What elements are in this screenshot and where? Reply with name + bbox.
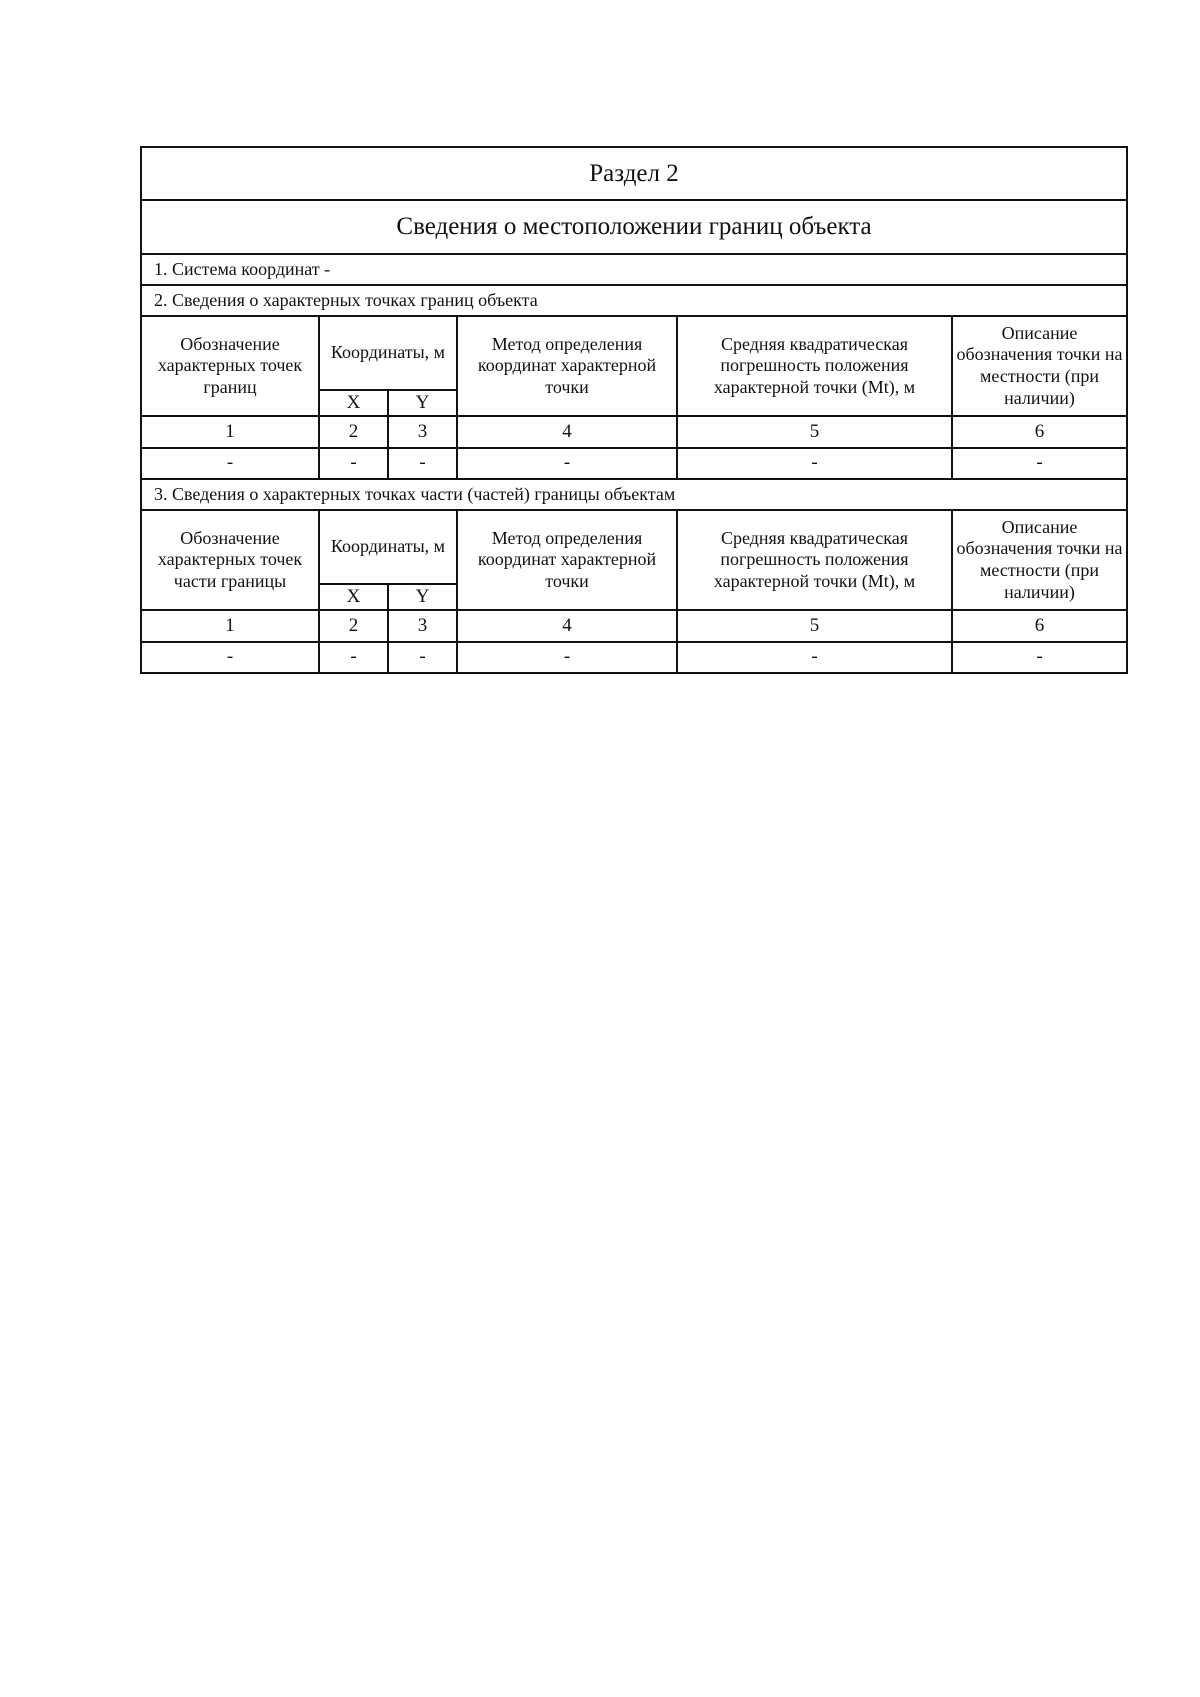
part3-column-numbers <box>141 610 1127 642</box>
column-number: 4 <box>457 416 677 448</box>
column-number: 2 <box>319 416 388 448</box>
part3-col-method: Метод определения координат характерной точки <box>457 510 677 610</box>
part2-col-designation: Обозначение характерных точек границ <box>141 316 319 416</box>
part2-col-description: Описание обозначения точки на местности (при наличии) <box>952 316 1127 416</box>
table-row <box>141 448 1127 479</box>
column-number: 2 <box>319 610 388 642</box>
part2-col-y: Y <box>388 390 457 416</box>
column-number: 5 <box>677 610 952 642</box>
table-cell: - <box>319 448 388 479</box>
column-number: 6 <box>952 610 1127 642</box>
part2-heading: 2. Сведения о характерных точках границ объекта <box>141 285 1127 316</box>
coordinate-system-line: 1. Система координат - <box>141 254 1127 285</box>
table-cell: - <box>141 642 319 673</box>
column-number: 4 <box>457 610 677 642</box>
table-cell: - <box>952 642 1127 673</box>
table-row <box>141 642 1127 673</box>
part3-col-error: Средняя квадратическая погрешность положения характерной точки (Mt), м <box>677 510 952 610</box>
table-cell: - <box>677 642 952 673</box>
part2-column-numbers <box>141 416 1127 448</box>
table-cell: - <box>457 448 677 479</box>
section-heading: Раздел 2 <box>141 147 1127 200</box>
boundary-info-table <box>140 146 1128 674</box>
column-number: 5 <box>677 416 952 448</box>
table-cell: - <box>677 448 952 479</box>
table-cell: - <box>141 448 319 479</box>
part3-col-description: Описание обозначения точки на местности (при наличии) <box>952 510 1127 610</box>
part3-col-y: Y <box>388 584 457 610</box>
column-number: 3 <box>388 610 457 642</box>
part2-col-error: Средняя квадратическая погрешность положения характерной точки (Mt), м <box>677 316 952 416</box>
part2-col-x: X <box>319 390 388 416</box>
part3-col-x: X <box>319 584 388 610</box>
column-number: 1 <box>141 610 319 642</box>
table-cell: - <box>388 642 457 673</box>
part2-col-coordinates: Координаты, м <box>319 316 457 390</box>
table-cell: - <box>457 642 677 673</box>
section-title: Сведения о местоположении границ объекта <box>141 200 1127 254</box>
table-cell: - <box>388 448 457 479</box>
column-number: 3 <box>388 416 457 448</box>
column-number: 6 <box>952 416 1127 448</box>
column-number: 1 <box>141 416 319 448</box>
part3-col-designation: Обозначение характерных точек части границы <box>141 510 319 610</box>
table-cell: - <box>952 448 1127 479</box>
part3-col-coordinates: Координаты, м <box>319 510 457 584</box>
table-cell: - <box>319 642 388 673</box>
part2-col-method: Метод определения координат характерной точки <box>457 316 677 416</box>
part3-heading: 3. Сведения о характерных точках части (частей) границы объектам <box>141 479 1127 510</box>
